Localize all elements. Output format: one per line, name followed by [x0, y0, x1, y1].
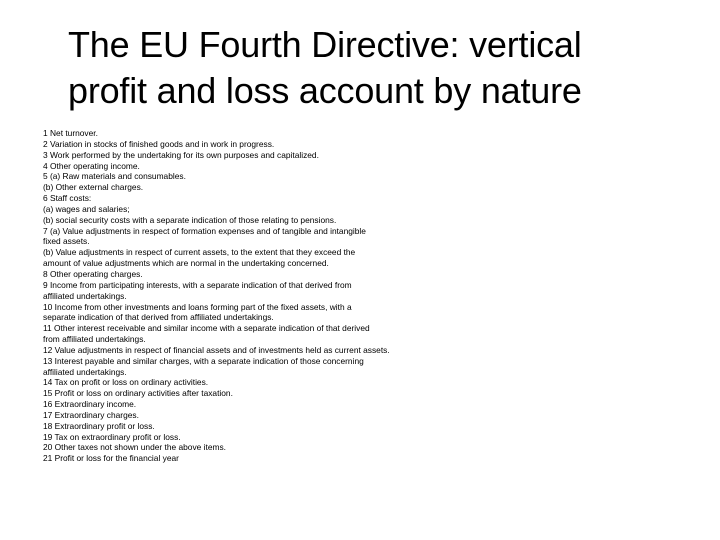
- list-item: affiliated undertakings.: [43, 366, 127, 377]
- pl-account-items-list: [43, 128, 683, 464]
- slide-title-line-2: profit and loss account by nature: [68, 70, 582, 111]
- list-item: 12 Value adjustments in respect of financial assets and of investments held as current assets.: [43, 344, 390, 355]
- list-item: 19 Tax on extraordinary profit or loss.: [43, 431, 181, 442]
- list-item: 3 Work performed by the undertaking for its own purposes and capitalized.: [43, 149, 319, 160]
- list-item: 6 Staff costs:: [43, 193, 92, 204]
- list-item: (b) Other external charges.: [43, 182, 144, 193]
- list-item: 5 (a) Raw materials and consumables.: [43, 171, 186, 182]
- list-item: affiliated undertakings.: [43, 290, 127, 301]
- list-item: (b) social security costs with a separate indication of those relating to pensions.: [43, 214, 337, 225]
- list-item: separate indication of that derived from affiliated undertakings.: [43, 312, 274, 323]
- list-item: 14 Tax on profit or loss on ordinary activities.: [43, 377, 209, 388]
- list-item: 13 Interest payable and similar charges, with a separate indication of those concerning: [43, 355, 364, 366]
- list-item: 15 Profit or loss on ordinary activities after taxation.: [43, 388, 233, 399]
- list-item: from affiliated undertakings.: [43, 334, 146, 345]
- list-item: 4 Other operating income.: [43, 160, 140, 171]
- list-item: 9 Income from participating interests, with a separate indication of that derived from: [43, 279, 352, 290]
- list-item: 11 Other interest receivable and similar income with a separate indication of that derived: [43, 323, 370, 334]
- list-item: 1 Net turnover.: [43, 128, 98, 138]
- slide-title-line-1: The EU Fourth Directive: vertical: [68, 24, 582, 65]
- list-item: 20 Other taxes not shown under the above items.: [43, 442, 226, 453]
- list-item: 16 Extraordinary income.: [43, 399, 137, 410]
- list-item: (a) wages and salaries;: [43, 203, 130, 214]
- list-item: 21 Profit or loss for the financial year: [43, 453, 179, 464]
- list-item: 10 Income from other investments and loans forming part of the fixed assets, with a: [43, 301, 352, 312]
- list-item: amount of value adjustments which are normal in the undertaking concerned.: [43, 258, 329, 269]
- list-item: 17 Extraordinary charges.: [43, 409, 139, 420]
- list-item: 2 Variation in stocks of finished goods and in work in progress.: [43, 138, 275, 149]
- list-item: (b) Value adjustments in respect of current assets, to the extent that they exceed the: [43, 247, 356, 258]
- list-item: 8 Other operating charges.: [43, 268, 143, 279]
- slide-title: [68, 22, 688, 114]
- list-item: 18 Extraordinary profit or loss.: [43, 420, 155, 431]
- list-item: 7 (a) Value adjustments in respect of formation expenses and of tangible and intangible: [43, 225, 366, 236]
- list-item: fixed assets.: [43, 236, 90, 247]
